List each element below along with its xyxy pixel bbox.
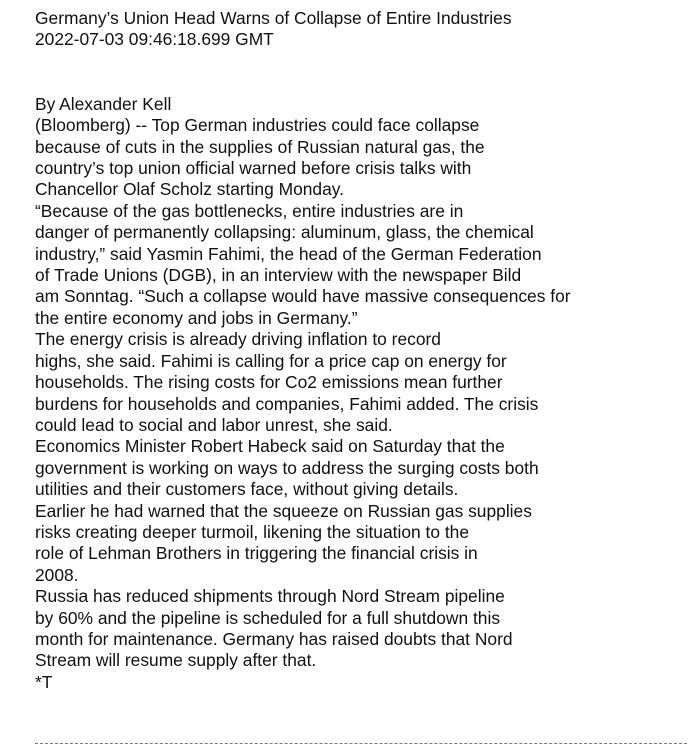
body-line: *T <box>35 671 53 692</box>
body-line: Economics Minister Robert Habeck said on Saturday that the <box>35 436 505 457</box>
body-line: role of Lehman Brothers in triggering the financial crisis in <box>35 543 478 564</box>
body-line: The energy crisis is already driving inflation to record <box>35 329 441 350</box>
body-line: country’s top union official warned before crisis talks with <box>35 158 472 179</box>
article-document <box>35 8 687 693</box>
timestamp: 2022-07-03 09:46:18.699 GMT <box>35 29 274 50</box>
article-body <box>35 115 687 693</box>
body-line: could lead to social and labor unrest, she said. <box>35 414 393 435</box>
body-line: because of cuts in the supplies of Russian natural gas, the <box>35 136 485 157</box>
body-line: Chancellor Olaf Scholz starting Monday. <box>35 179 344 200</box>
body-line: danger of permanently collapsing: aluminum, glass, the chemical <box>35 222 534 243</box>
body-line: of Trade Unions (DGB), in an interview with the newspaper Bild <box>35 265 522 286</box>
body-line: highs, she said. Fahimi is calling for a price cap on energy for <box>35 350 507 371</box>
body-line: Stream will resume supply after that. <box>35 650 317 671</box>
body-line: government is working on ways to address the surging costs both <box>35 457 539 478</box>
body-line: risks creating deeper turmoil, likening the situation to the <box>35 521 470 542</box>
body-line: “Because of the gas bottlenecks, entire industries are in <box>35 200 464 221</box>
body-line: industry,” said Yasmin Fahimi, the head of the German Federation <box>35 243 542 264</box>
body-line: utilities and their customers face, without giving details. <box>35 479 459 500</box>
body-line: Earlier he had warned that the squeeze on Russian gas supplies <box>35 500 532 521</box>
body-line: Russia has reduced shipments through Nord Stream pipeline <box>35 586 505 607</box>
headline: Germany’s Union Head Warns of Collapse of Entire Industries <box>35 8 512 28</box>
body-line: am Sonntag. “Such a collapse would have massive consequences for <box>35 286 571 307</box>
body-line: by 60% and the pipeline is scheduled for a full shutdown this <box>35 607 501 628</box>
body-line: month for maintenance. Germany has raised doubts that Nord <box>35 628 513 649</box>
spacer <box>35 51 687 94</box>
byline: By Alexander Kell <box>35 93 172 114</box>
body-line: burdens for households and companies, Fahimi added. The crisis <box>35 393 539 414</box>
dashed-divider <box>35 743 687 744</box>
body-line: households. The rising costs for Co2 emissions mean further <box>35 372 503 393</box>
body-line: the entire economy and jobs in Germany.” <box>35 307 358 328</box>
body-line: 2008. <box>35 564 79 585</box>
body-line: (Bloomberg) -- Top German industries could face collapse <box>35 115 480 136</box>
